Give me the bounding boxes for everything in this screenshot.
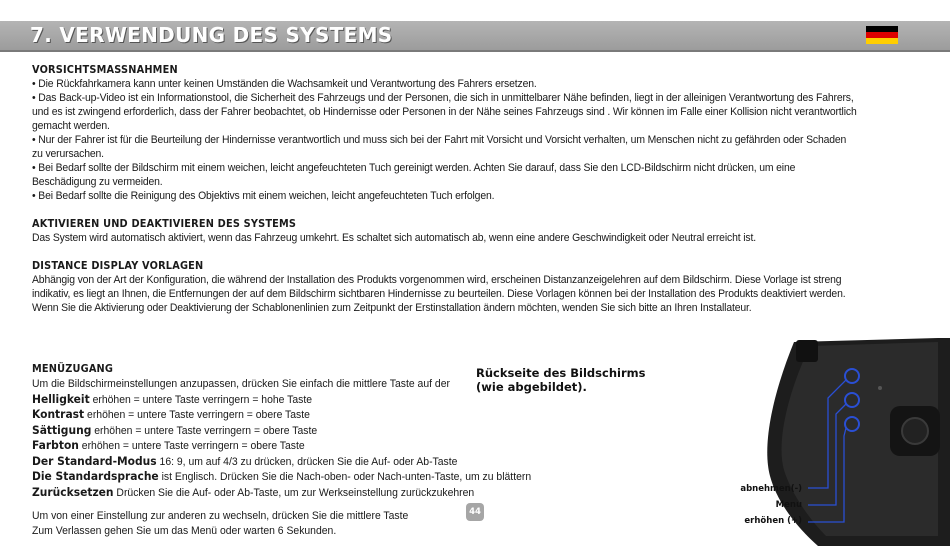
label-down-button: abnehmen(-) [740,484,802,494]
menu-item-brightness: Helligkeit erhöhen = untere Taste verringern = hohe Taste [32,391,313,406]
menu-item-default-mode: Der Standard-Modus 16: 9, um auf 4/3 zu drücken, drücken Sie die Auf- oder Ab-Taste [32,453,458,468]
section-header-bar [0,21,950,52]
menu-item-default-language: Die Standardsprache ist Englisch. Drücken Sie die Nach-oben- oder Nach-unten-Taste, um zu blättern [32,469,532,483]
footer-line-1: Um von einer Einstellung zur anderen zu wechseln, drücken Sie die mittlere Taste [32,510,409,522]
callout-line-2: (wie abgebildet). [476,380,587,394]
footer-line-2: Zum Verlassen gehen Sie um das Menü oder warten 6 Sekunden. [32,524,337,537]
menu-heading: MENÜZUGANG [32,363,114,375]
precaution-bullet-4: • Bei Bedarf sollte der Bildschirm mit einem weichen, leicht angefeuchteten Tuch gereinigt werden. Achten Sie darauf, dass Sie den LCD-Bildschirm nicht drücken, um eine Beschädigung zu vermeiden. [32,161,858,189]
distance-text: Abhängig von der Art der Konfiguration, die während der Installation des Produkts vorgenommen wird, erscheinen Distanzanzeigelehren auf dem Bildschirm. Diese Vorlage ist streng indikativ, es liegt an Ihnen, die Entfernungen der auf dem Bildschirm sichtbaren Hindernisse zu beurteilen. Diese Vorlagen können bei der Installation des Produkts deaktiviert werden. Wenn Sie die Aktivierung oder Deaktivierung der Schablonenlinien zum Zeitpunkt der Erstinstallation ändern möchten, wenden Sie sich bitte an Ihren Installateur. [32,274,846,314]
activation-heading: AKTIVIEREN UND DEAKTIVIEREN DES SYSTEMS [32,218,297,230]
page-number-badge: 44 [466,503,484,521]
menu-item-contrast: Kontrast erhöhen = untere Taste verringern = obere Taste [32,407,310,421]
precaution-bullet-2: • Das Back-up-Video ist ein Informationstool, die Sicherheit des Fahrzeugs und der Personen, die sich in unmittelbarer Nähe befinden, liegt in der alleinigen Verantwortung des Fahrers, und es ist zwingend erforderlich, dass der Fahrer beobachtet, ob Hindernisse oder Personen in der Nähe seines Fahrzeugs sind . Wir können im Falle einer Kollision nicht verantwortlich gemacht werden. [32,91,858,133]
german-flag-icon [866,26,898,44]
precautions-heading: VORSICHTSMASSNAHMEN [32,64,178,76]
precaution-bullet-1: • Die Rückfahrkamera kann unter keinen Umständen die Wachsamkeit und Verantwortung des Fahrers ersetzen. [32,77,858,91]
activation-text: Das System wird automatisch aktiviert, wenn das Fahrzeug umkehrt. Es schaltet sich automatisch ab, wenn eine andere Geschwindigkeit oder Neutral erreicht ist. [32,232,756,244]
menu-item-reset: Zurücksetzen Drücken Sie die Auf- oder Ab-Taste, um zur Werkseinstellung zurückzukehren [32,484,475,499]
precaution-bullet-5: • Bei Bedarf sollte die Reinigung des Objektivs mit einem weichen, leicht angefeuchteten Tuch erfolgen. [32,189,858,203]
main-content [32,63,858,315]
distance-heading: DISTANCE DISPLAY VORLAGEN [32,260,204,272]
menu-item-saturation: Sättigung erhöhen = untere Taste verringern = obere Taste [32,422,318,437]
menu-footer-text [32,509,408,538]
menu-intro: Um die Bildschirmeinstellungen anzupassen, drücken Sie einfach die mittlere Taste auf der [32,378,450,390]
menu-callout [476,366,645,394]
label-up-button: erhöhen (+) [744,516,802,526]
callout-line-1: Rückseite des Bildschirms [476,366,646,380]
section-title: 7. VERWENDUNG DES SYSTEMS [30,23,393,47]
menu-item-hue: Farbton erhöhen = untere Taste verringern = obere Taste [32,438,305,452]
mount-clip [796,340,818,362]
camera-lens-icon [902,418,928,444]
precaution-bullet-3: • Nur der Fahrer ist für die Beurteilung der Hindernisse verantwortlich und muss sich bei der Fahrt mit Vorsicht und Vorsicht verhalten, um Menschen nicht zu gefährden oder Schaden zu verursachen. [32,133,858,161]
mirror-monitor-illustration [676,336,950,546]
label-menu-button: Menu [775,500,802,510]
